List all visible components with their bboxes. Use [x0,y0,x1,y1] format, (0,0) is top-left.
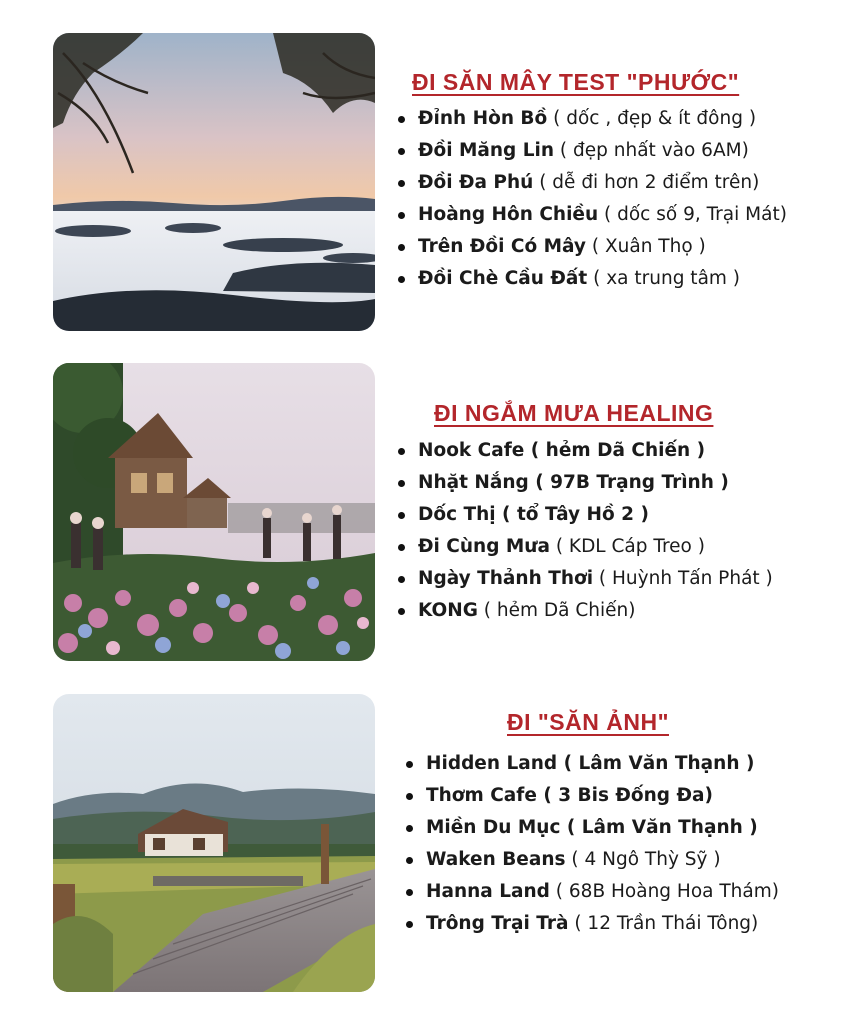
list-item: Dốc Thị ( tổ Tây Hồ 2 ) [396,499,773,531]
list-item: Waken Beans ( 4 Ngô Thỳ Sỹ ) [404,844,779,876]
list-item: Thơm Cafe ( 3 Bis Đống Đa) [404,780,779,812]
list-item: Hidden Land ( Lâm Văn Thạnh ) [404,748,779,780]
list-item: Miền Du Mục ( Lâm Văn Thạnh ) [404,812,779,844]
list-item: Hoàng Hôn Chiều ( dốc số 9, Trại Mát) [396,199,787,231]
section-title-rain-healing: ĐI NGẮM MƯA HEALING [434,400,714,426]
rain-spots-list [396,435,773,627]
list-item: KONG ( hẻm Dã Chiến) [396,595,773,627]
list-item: Đồi Đa Phú ( dễ đi hơn 2 điểm trên) [396,167,787,199]
list-item: Trên Đồi Có Mây ( Xuân Thọ ) [396,231,787,263]
list-item: Đi Cùng Mưa ( KDL Cáp Treo ) [396,531,773,563]
list-item: Đồi Chè Cầu Đất ( xa trung tâm ) [396,263,787,295]
list-item: Trông Trại Trà ( 12 Trần Thái Tông) [404,908,779,940]
section-title-cloud-hunting: ĐI SĂN MÂY TEST "PHƯỚC" [412,69,740,95]
section-title-photo-hunting: ĐI "SĂN ẢNH" [507,709,669,735]
photo-spots-list [404,748,779,940]
wooden-boardwalk-photo [53,694,375,992]
list-item: Đồi Măng Lin ( đẹp nhất vào 6AM) [396,135,787,167]
list-item: Nook Cafe ( hẻm Dã Chiến ) [396,435,773,467]
cloud-spots-list [396,103,787,295]
list-item: Nhặt Nắng ( 97B Trạng Trình ) [396,467,773,499]
list-item: Ngày Thảnh Thơi ( Huỳnh Tấn Phát ) [396,563,773,595]
sea-of-clouds-photo [53,33,375,331]
list-item: Đỉnh Hòn Bồ ( dốc , đẹp & ít đông ) [396,103,787,135]
hydrangea-garden-photo [53,363,375,661]
list-item: Hanna Land ( 68B Hoàng Hoa Thám) [404,876,779,908]
